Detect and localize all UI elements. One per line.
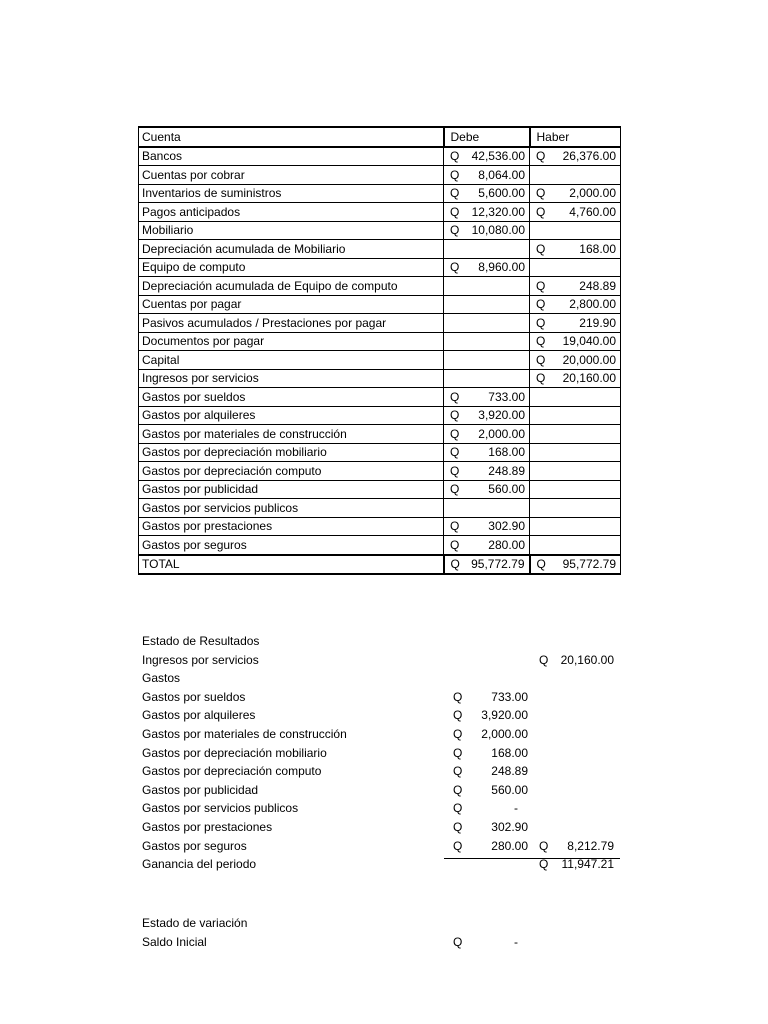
table-row (139, 351, 621, 370)
account-name: Mobiliario (139, 221, 444, 240)
variation-statement-title: Estado de variación (142, 916, 248, 930)
currency-symbol: Q (450, 167, 460, 182)
credit-cell (530, 258, 621, 277)
profit-amount: 11,947.21 (561, 857, 614, 872)
table-row (139, 221, 621, 240)
expense-amount: 2,000.00 (481, 726, 528, 741)
expense-row (142, 762, 620, 781)
currency-symbol: Q (536, 352, 546, 367)
table-row (139, 314, 621, 333)
currency-symbol: Q (450, 463, 460, 478)
total-credit: 95,772.79 (562, 557, 616, 572)
credit-cell (530, 480, 621, 499)
account-name: Pasivos acumulados / Prestaciones por pagar (139, 314, 444, 333)
credit-amount: 219.90 (579, 315, 616, 330)
table-row (139, 388, 621, 407)
table-row (139, 499, 621, 518)
account-name: Gastos por servicios publicos (139, 499, 444, 518)
currency-symbol: Q (539, 652, 549, 667)
debit-amount: 12,320.00 (471, 204, 525, 219)
expense-amount: 733.00 (491, 689, 528, 704)
table-row (139, 425, 621, 444)
expense-label: Gastos por servicios publicos (142, 801, 299, 816)
table-row (139, 295, 621, 314)
income-statement-title: Estado de Resultados (142, 634, 260, 648)
account-name: Cuentas por cobrar (139, 166, 444, 185)
table-row (139, 332, 621, 351)
table-row (139, 480, 621, 499)
account-name: Ingresos por servicios (139, 369, 444, 388)
header-account: Cuenta (139, 127, 444, 147)
table-row (139, 240, 621, 259)
account-name: Gastos por depreciación computo (139, 462, 444, 481)
currency-symbol: Q (450, 482, 460, 497)
account-name: Equipo de computo (139, 258, 444, 277)
credit-amount: 168.00 (579, 241, 616, 256)
currency-symbol: Q (536, 149, 546, 164)
expense-row (142, 744, 620, 763)
currency-symbol: Q (450, 537, 460, 552)
currency-symbol: Q (450, 445, 460, 460)
account-name: Cuentas por pagar (139, 295, 444, 314)
debit-amount: 42,536.00 (471, 149, 525, 164)
expense-label: Gastos por seguros (142, 838, 247, 853)
debit-amount: 3,920.00 (478, 408, 525, 423)
currency-symbol: Q (450, 149, 460, 164)
currency-symbol: Q (450, 408, 460, 423)
currency-symbol: Q (450, 260, 460, 275)
credit-amount: 20,000.00 (562, 352, 616, 367)
credit-cell (530, 221, 621, 240)
debit-amount: 10,080.00 (471, 223, 525, 238)
account-name: Gastos por sueldos (139, 388, 444, 407)
currency-symbol: Q (453, 838, 463, 853)
variation-statement (142, 914, 620, 951)
table-row (139, 184, 621, 203)
initial-balance-amount: - (514, 934, 518, 949)
currency-symbol: Q (539, 838, 549, 853)
currency-symbol: Q (453, 708, 463, 723)
debit-cell (444, 295, 530, 314)
account-name: Gastos por materiales de construcción (139, 425, 444, 444)
debit-amount: 168.00 (488, 445, 525, 460)
credit-cell (530, 462, 621, 481)
expense-amount: 560.00 (491, 782, 528, 797)
expense-row (142, 688, 620, 707)
credit-cell (530, 166, 621, 185)
expense-amount: 248.89 (491, 764, 528, 779)
credit-cell (530, 388, 621, 407)
expense-row (142, 725, 620, 744)
profit-label: Ganancia del periodo (142, 857, 257, 872)
currency-symbol: Q (450, 389, 460, 404)
table-row (139, 536, 621, 555)
credit-amount: 248.89 (579, 278, 616, 293)
currency-symbol: Q (539, 857, 549, 872)
credit-amount: 2,800.00 (569, 297, 616, 312)
debit-cell (444, 351, 530, 370)
account-name: Pagos anticipados (139, 203, 444, 222)
initial-balance-label: Saldo Inicial (142, 934, 207, 949)
debit-cell (444, 332, 530, 351)
expense-row (142, 837, 620, 856)
credit-amount: 4,760.00 (569, 204, 616, 219)
expense-amount: 168.00 (491, 745, 528, 760)
credit-cell (530, 499, 621, 518)
credit-amount: 2,000.00 (569, 186, 616, 201)
debit-amount: 733.00 (488, 389, 525, 404)
header-credit: Haber (530, 127, 621, 147)
expense-row (142, 818, 620, 837)
debit-amount: 280.00 (488, 537, 525, 552)
credit-amount: 20,160.00 (562, 371, 616, 386)
debit-amount: 248.89 (488, 463, 525, 478)
table-row (139, 147, 621, 166)
debit-amount: 2,000.00 (478, 426, 525, 441)
currency-symbol: Q (453, 782, 463, 797)
currency-symbol: Q (450, 186, 460, 201)
table-row (139, 166, 621, 185)
debit-amount: 8,064.00 (478, 167, 525, 182)
debit-amount: 8,960.00 (478, 260, 525, 275)
credit-cell (530, 425, 621, 444)
table-row (139, 277, 621, 296)
expense-label: Gastos por depreciación mobiliario (142, 745, 327, 760)
currency-symbol: Q (453, 689, 463, 704)
currency-symbol: Q (450, 426, 460, 441)
currency-symbol: Q (453, 819, 463, 834)
account-name: Bancos (139, 147, 444, 166)
account-name: Gastos por publicidad (139, 480, 444, 499)
expense-amount: 3,920.00 (481, 708, 528, 723)
table-row (139, 517, 621, 536)
debit-amount: 302.90 (488, 519, 525, 534)
currency-symbol: Q (536, 557, 546, 572)
total-debit: 95,772.79 (471, 557, 525, 572)
credit-amount: 19,040.00 (562, 334, 616, 349)
subtotal-underline (444, 858, 620, 859)
debit-cell (444, 314, 530, 333)
account-name: Gastos por prestaciones (139, 517, 444, 536)
expense-row (142, 706, 620, 725)
expense-label: Gastos por alquileres (142, 708, 256, 723)
income-label: Ingresos por servicios (142, 652, 259, 667)
currency-symbol: Q (453, 764, 463, 779)
account-name: Inventarios de suministros (139, 184, 444, 203)
account-name: Gastos por depreciación mobiliario (139, 443, 444, 462)
debit-amount: 5,600.00 (478, 186, 525, 201)
currency-symbol: Q (536, 241, 546, 256)
credit-cell (530, 443, 621, 462)
currency-symbol: Q (453, 801, 463, 816)
expense-label: Gastos por depreciación computo (142, 764, 322, 779)
credit-cell (530, 536, 621, 555)
debit-cell (444, 499, 530, 518)
currency-symbol: Q (536, 278, 546, 293)
account-name: Depreciación acumulada de Equipo de computo (139, 277, 444, 296)
account-name: Documentos por pagar (139, 332, 444, 351)
currency-symbol: Q (536, 371, 546, 386)
expenses-heading: Gastos (142, 671, 181, 686)
currency-symbol: Q (536, 297, 546, 312)
account-name: Depreciación acumulada de Mobiliario (139, 240, 444, 259)
total-label: TOTAL (139, 555, 444, 575)
debit-cell (444, 240, 530, 259)
income-statement (142, 632, 620, 874)
expense-amount: 302.90 (491, 819, 528, 834)
total-row (139, 555, 621, 575)
currency-symbol: Q (453, 745, 463, 760)
currency-symbol: Q (536, 315, 546, 330)
table-row (139, 258, 621, 277)
currency-symbol: Q (450, 204, 460, 219)
account-name: Capital (139, 351, 444, 370)
currency-symbol: Q (450, 557, 460, 572)
currency-symbol: Q (453, 726, 463, 741)
credit-cell (530, 517, 621, 536)
expense-label: Gastos por sueldos (142, 689, 246, 704)
currency-symbol: Q (536, 204, 546, 219)
account-name: Gastos por alquileres (139, 406, 444, 425)
table-row (139, 462, 621, 481)
trial-balance-table (138, 126, 621, 575)
expense-amount: - (514, 801, 518, 816)
expenses-total: 8,212.79 (567, 838, 614, 853)
currency-symbol: Q (536, 334, 546, 349)
currency-symbol: Q (536, 186, 546, 201)
expense-row (142, 781, 620, 800)
debit-cell (444, 369, 530, 388)
expense-amount: 280.00 (491, 838, 528, 853)
income-amount: 20,160.00 (560, 652, 614, 667)
header-debit: Debe (444, 127, 530, 147)
account-name: Gastos por seguros (139, 536, 444, 555)
table-row (139, 406, 621, 425)
expense-row (142, 799, 620, 818)
credit-amount: 26,376.00 (562, 149, 616, 164)
expense-label: Gastos por materiales de construcción (142, 726, 347, 741)
table-row (139, 203, 621, 222)
expense-label: Gastos por prestaciones (142, 819, 273, 834)
expense-label: Gastos por publicidad (142, 782, 259, 797)
currency-symbol: Q (450, 223, 460, 238)
credit-cell (530, 406, 621, 425)
debit-cell (444, 277, 530, 296)
table-row (139, 369, 621, 388)
table-header-row (139, 127, 621, 147)
currency-symbol: Q (453, 934, 463, 949)
table-row (139, 443, 621, 462)
currency-symbol: Q (450, 519, 460, 534)
debit-amount: 560.00 (488, 482, 525, 497)
